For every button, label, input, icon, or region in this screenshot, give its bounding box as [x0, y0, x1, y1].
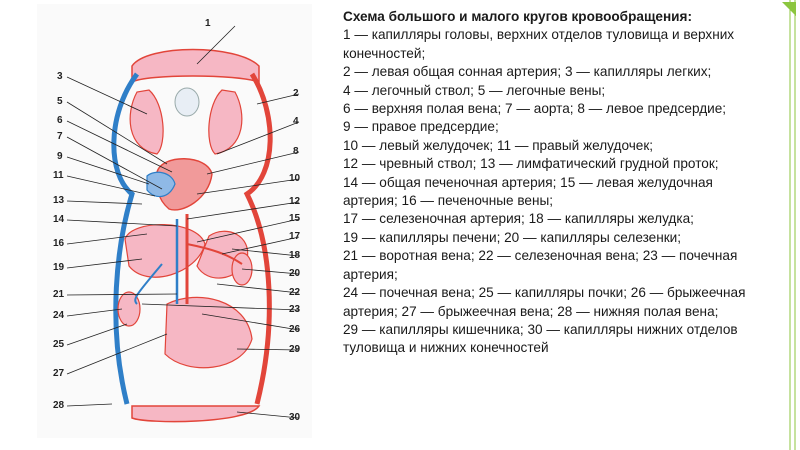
label-27: 27 [53, 368, 65, 379]
label-21: 21 [53, 289, 65, 300]
legend-line: 10 — левый желудочек; 11 — правый желудочек; [343, 137, 654, 153]
label-18: 18 [289, 250, 301, 261]
circulation-diagram [37, 4, 312, 438]
head-capillaries [132, 50, 259, 83]
legend-line: 9 — правое предсердие; [343, 119, 499, 135]
legend-title: Схема большого и малого кругов кровообращения: [343, 9, 692, 24]
label-23: 23 [289, 304, 301, 315]
label-11: 11 [53, 170, 64, 181]
label-24: 24 [53, 310, 65, 321]
label-10: 10 [289, 173, 301, 184]
label-19: 19 [53, 262, 65, 273]
label-30: 30 [289, 412, 301, 423]
legend-line: 6 — верхняя полая вена; 7 — аорта; 8 — левое предсердие; [343, 101, 727, 117]
label-14: 14 [53, 214, 65, 225]
label-1: 1 [205, 18, 211, 29]
accent-decoration [766, 0, 800, 450]
liver [125, 225, 205, 278]
label-9: 9 [57, 151, 63, 162]
label-20: 20 [289, 268, 301, 279]
aorta [247, 74, 270, 404]
leg-capillaries [132, 406, 259, 422]
label-17: 17 [289, 231, 301, 242]
label-2: 2 [293, 88, 299, 99]
legend-text [343, 8, 755, 358]
legend-line: 4 — легочный ствол; 5 — легочные вены; [343, 82, 606, 98]
label-6: 6 [57, 115, 63, 126]
label-15: 15 [289, 213, 301, 224]
legend-line: 29 — капилляры кишечника; 30 — капилляры нижних отделов туловища и нижних конечностей [343, 321, 738, 356]
label-22: 22 [289, 287, 301, 298]
trachea [175, 88, 199, 116]
label-8: 8 [293, 146, 299, 157]
label-7: 7 [57, 131, 63, 142]
legend-line: 1 — капилляры головы, верхних отделов туловища и верхних конечностей; [343, 27, 735, 61]
legend-line: 24 — почечная вена; 25 — капилляры почки; 26 — брыжеечная артерия; 27 — брыжеечная вена; 28 — нижняя полая вена; [343, 285, 746, 319]
legend-line: 19 — капилляры печени; 20 — капилляры селезенки; [343, 229, 682, 245]
label-29: 29 [289, 344, 301, 355]
label-12: 12 [289, 196, 301, 207]
legend-line: 14 — общая печеночная артерия; 15 — левая желудочная артерия; 16 — печеночные вены; [343, 174, 713, 209]
label-3: 3 [57, 71, 63, 82]
legend-line: 17 — селезеночная артерия; 18 — капилляры желудка; [343, 211, 694, 227]
label-26: 26 [289, 324, 301, 335]
legend-line: 12 — чревный ствол; 13 — лимфатический грудной проток; [343, 156, 719, 172]
label-25: 25 [53, 339, 65, 350]
label-28: 28 [53, 400, 65, 411]
label-13: 13 [53, 195, 65, 206]
label-16: 16 [53, 238, 65, 249]
label-5: 5 [57, 96, 63, 107]
legend-line: 21 — воротная вена; 22 — селезеночная вена; 23 — почечная артерия; [343, 248, 738, 282]
lung-right [209, 90, 242, 154]
circulation-illustration [37, 4, 312, 438]
legend-line: 2 — левая общая сонная артерия; 3 — капилляры легких; [343, 64, 712, 80]
label-4: 4 [293, 116, 299, 127]
